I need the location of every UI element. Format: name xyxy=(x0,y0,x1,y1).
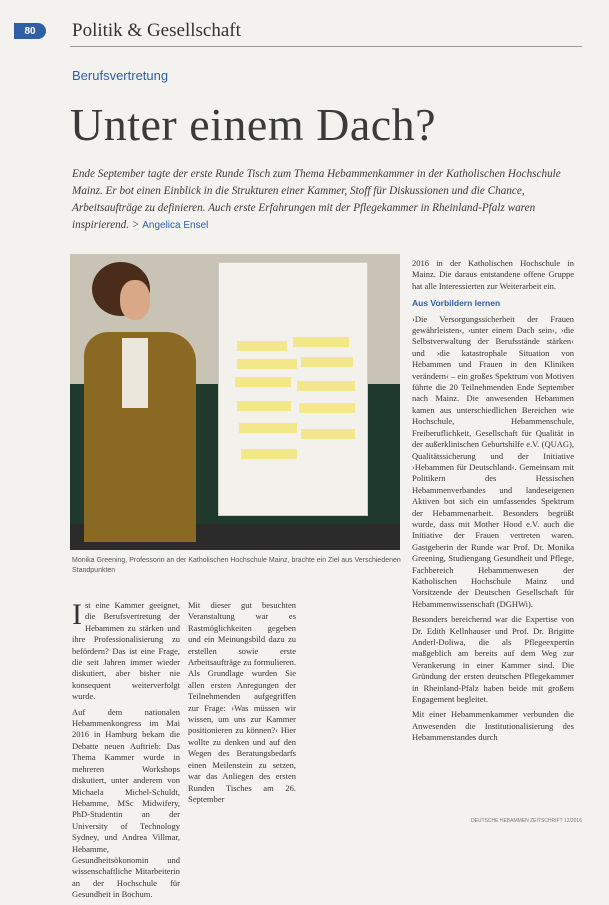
section-title: Politik & Gesellschaft xyxy=(72,20,241,41)
paragraph: Besonders bereichernd war die Expertise von Dr. Edith Kellnhauser und Prof. Dr. Brigitte Anderl-Doliwa, die als Pflegeexpertin maßgeblich am bereits auf dem Weg zur Verankerung in einer Kammer sind. Die Gründung der ersten deutschen Pflegekammer in Rheinland-Pfalz haben beide mit großem Engagement begleitet. xyxy=(412,614,574,705)
article-title: Unter einem Dach? xyxy=(70,99,437,150)
sticky-note xyxy=(241,449,297,459)
sticky-note xyxy=(293,337,349,347)
text-column-2 xyxy=(188,600,296,809)
text-column-1 xyxy=(72,600,180,905)
header-rule xyxy=(70,46,582,47)
photo-person-face xyxy=(120,280,150,320)
sticky-note xyxy=(237,359,297,369)
photo-caption: Monika Greening, Professorin an der Katholischen Hochschule Mainz, brachte ein Ziel aus Verschiedenen Standpunkten xyxy=(72,557,401,574)
sticky-note xyxy=(297,381,355,391)
sticky-note xyxy=(237,401,291,411)
sticky-note xyxy=(301,357,353,367)
article-lead xyxy=(72,166,584,234)
page-footer: DEUTSCHE HEBAMMEN ZEITSCHRIFT 12/2016 xyxy=(470,818,582,824)
page-number: 80 xyxy=(14,23,46,39)
photo-person-shirt xyxy=(122,338,148,408)
article-photo xyxy=(70,254,400,550)
photo-flipchart xyxy=(218,262,368,516)
sticky-note xyxy=(299,403,355,413)
sticky-note xyxy=(239,423,297,433)
paragraph: 2016 in der Katholischen Hochschule in Mainz. Die daraus entstandene offene Gruppe hat alle Interessierten zur Weiterarbeit ein. xyxy=(412,258,574,291)
article-kicker: Berufsvertretung xyxy=(72,68,169,83)
paragraph: Mit dieser gut besuchten Veranstaltung war es Rastmöglichkeiten gegeben und ein Meinungsbild dazu zu erstellen sowie erste Arbeitsaufträge zu formulieren. Als Grundlage wurden Sie allen ersten Anregungen der Teilnehmenden aufgegriffen zur Frage: ›Was müssen wir wissen, um uns zur Kammer positionieren zu können?‹ Hier wollte zu denken und auf den Wegen des Beratungsbedarfs einen Meilenstein zu setzen, war das Anliegen des ersten Runden Tisches am 26. September xyxy=(188,600,296,804)
subheading: Aus Vorbildern lernen xyxy=(412,298,501,309)
text-column-3 xyxy=(412,258,574,748)
sticky-note xyxy=(237,341,287,351)
paragraph: st eine Kammer geeignet, die Berufsvertretung der Hebammen zu stärken und ihre Professionalisierung zu befördern? Das ist eine Frage, die seit Jahren immer wieder diskutiert, aber bisher nie konsequent weiterverfolgt wurde. xyxy=(72,600,180,702)
lead-text: Ende September tagte der erste Runde Tisch zum Thema Hebammenkammer in der Katholischen Hochschule Mainz. Er bot einen Einblick in die Strukturen einer Kammer, Stoff für Diskussionen und die Chance, Arbeitsaufträge zu definieren. Auch erste Erfahrungen mit der Pflegekammer in Rheinland-Pfalz waren inspirierend. > xyxy=(72,168,561,231)
drop-cap: I xyxy=(72,598,82,631)
sticky-note xyxy=(235,377,291,387)
paragraph: Mit einer Hebammenkammer verbunden die Anwesenden die Institutionalisierung des Hebammenstandes durch xyxy=(412,709,574,743)
sticky-note xyxy=(301,429,355,439)
paragraph: Auf dem nationalen Hebammenkongress im Mai 2016 in Hamburg bekam die Debatte neuen Auftrieb: Das Thema Kammer wurde in mehreren Workshops diskutiert, unter anderem von Michaela Michel-Schuldt, Hebamme, MSc Midwifery, PhD-Studentin an der University of Technology Sydney, und Andrea Villmar, Hebamme, Gesundheitsökonomin und wissenschaftliche Mitarbeiterin an der Hochschule für Gesundheit in Bochum. xyxy=(72,706,180,900)
article-author: Angelica Ensel xyxy=(142,220,209,231)
paragraph: ›Die Versorgungssicherheit der Frauen gewährleisten‹, ›unter einem Dach sein‹, ›die Selbstverwaltung der Berufsstände stärken‹ und ›die katastrophale Situation von Hebammen und Frauen in den Kliniken verändern‹ – ein großes Spektrum von Motiven führte die 20 Teilnehmenden Ende September nach Mainz. Die anwesenden Hebammen kamen aus unterschiedlichen Bereichen wie Hochschule, Hebammenschule, Freiberuflichkeit, Gesellschaft für Qualität in der außerklinischen Geburtshilfe e.V. (QUAG), Qualitätssicherung und der Initiative ›Hebammen für Deutschland‹. Gemeinsam mit Politikern des Hessischen Hebammenverbandes und landeseigenen Aktiven bot sich ein umfassendes Spektrum der Hebammenarbeit. Besonders begrüßt wurde, dass mit Mother Hood e.V. auch die Initiative der Frauen vertreten waren. Gastgeberin der Runde war Prof. Dr. Monika Greening, Studiengang Gesundheit und Pflege, Fachbereich Hebammenwesen der Katholischen Hochschule Mainz und Vorsitzende der Deutschen Gesellschaft für Hebammenwissenschaft (DGHWi). xyxy=(412,313,574,609)
